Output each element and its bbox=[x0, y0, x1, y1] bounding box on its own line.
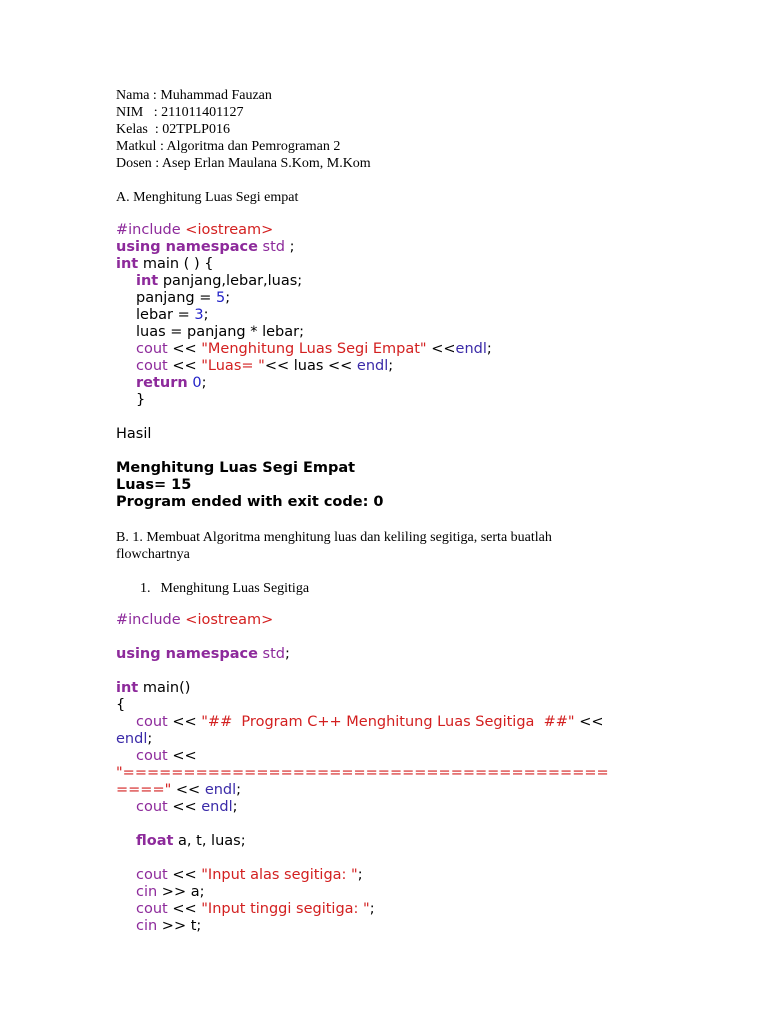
code-token: << bbox=[171, 782, 205, 798]
code-token: main() bbox=[138, 680, 191, 696]
code-token: cout bbox=[136, 714, 168, 730]
code-token: cout bbox=[136, 748, 168, 764]
student-name: Nama : Muhammad Fauzan bbox=[116, 88, 272, 103]
code-token: ; bbox=[232, 799, 238, 815]
section-a-heading: A. Menghitung Luas Segi empat bbox=[116, 190, 299, 205]
code-token: ; bbox=[486, 341, 492, 357]
code-line-read-a bbox=[116, 884, 205, 901]
code-token: return bbox=[136, 375, 188, 391]
code-token: ; bbox=[203, 307, 209, 323]
code-token: << bbox=[167, 748, 197, 764]
code-token: cin bbox=[136, 918, 158, 934]
code-token: endl bbox=[201, 799, 233, 815]
code-token: << bbox=[167, 714, 202, 730]
code-line-cout-endl bbox=[116, 799, 237, 816]
code-token: std bbox=[257, 239, 286, 255]
code-line-prompt-alas bbox=[116, 867, 363, 884]
code-line-main bbox=[116, 256, 213, 273]
code-token: ; bbox=[236, 782, 242, 798]
code-line-lebar bbox=[116, 307, 209, 324]
code-token: <iostream> bbox=[185, 612, 274, 628]
code-line-luas bbox=[116, 324, 304, 341]
code-token: "Menghitung Luas Segi Empat" bbox=[201, 341, 427, 357]
section-b-heading: B. 1. Membuat Algoritma menghitung luas dan keliling segitiga, serta buatlah bbox=[116, 530, 552, 545]
student-class: Kelas : 02TPLP016 bbox=[116, 122, 230, 137]
code-token: cout bbox=[136, 867, 168, 883]
output-line: Program ended with exit code: 0 bbox=[116, 494, 384, 510]
code-line-using bbox=[116, 646, 290, 663]
code-token: ; bbox=[369, 901, 375, 917]
code-token: a, t, luas; bbox=[173, 833, 246, 849]
code-token: << bbox=[167, 341, 202, 357]
code-token: std bbox=[257, 646, 286, 662]
code-token: #include bbox=[116, 222, 186, 238]
code-token: using namespace bbox=[116, 646, 258, 662]
code-token: << bbox=[167, 358, 202, 374]
code-line-include bbox=[116, 222, 273, 239]
code-line-return bbox=[116, 375, 206, 392]
code-token: <iostream> bbox=[185, 222, 274, 238]
code-token: "Input alas segitiga: " bbox=[201, 867, 358, 883]
code-token: endl bbox=[116, 731, 148, 747]
code-token: << bbox=[426, 341, 456, 357]
code-token: panjang = bbox=[136, 290, 216, 306]
code-token: endl bbox=[356, 358, 389, 374]
code-token: << bbox=[167, 867, 202, 883]
code-token: 0 bbox=[192, 375, 202, 391]
code-token: >> t; bbox=[157, 918, 202, 934]
code-token: ; bbox=[285, 646, 290, 662]
code-token: ; bbox=[147, 731, 153, 747]
code-token: cin bbox=[136, 884, 158, 900]
code-line-close bbox=[116, 392, 145, 409]
code-token: ; bbox=[201, 375, 207, 391]
code-token: ====" bbox=[116, 782, 172, 798]
code-token: "Input tinggi segitiga: " bbox=[201, 901, 370, 917]
code-token: int bbox=[116, 680, 139, 696]
code-token: << bbox=[167, 799, 202, 815]
code-token: int bbox=[136, 273, 159, 289]
code-token: cout bbox=[136, 358, 168, 374]
output-line: Luas= 15 bbox=[116, 477, 192, 493]
code-token: << bbox=[574, 714, 604, 730]
code-line-include bbox=[116, 612, 273, 629]
code-token: using namespace bbox=[116, 239, 258, 255]
code-line-float-decl bbox=[116, 833, 246, 850]
code-line-main bbox=[116, 680, 190, 697]
code-token: 3 bbox=[194, 307, 204, 323]
code-line-rule-string bbox=[116, 765, 609, 782]
code-line-cout-title bbox=[116, 714, 604, 731]
code-token: 5 bbox=[215, 290, 226, 306]
code-line-cout-rule bbox=[116, 748, 197, 765]
code-line-decl bbox=[116, 273, 302, 290]
list-number: 1. bbox=[140, 581, 151, 596]
code-token: int bbox=[116, 256, 139, 272]
code-token: panjang,lebar,luas; bbox=[158, 273, 303, 289]
code-token: ; bbox=[357, 867, 363, 883]
code-token: << bbox=[167, 901, 202, 917]
code-line-rule-string-cont bbox=[116, 782, 241, 799]
code-line-cout-luas bbox=[116, 358, 393, 375]
code-token: main ( ) { bbox=[138, 256, 214, 272]
code-token: "## Program C++ Menghitung Luas Segitiga ##" bbox=[201, 714, 575, 730]
code-token: cout bbox=[136, 901, 168, 917]
code-token: } bbox=[136, 392, 146, 408]
code-token: float bbox=[136, 833, 174, 849]
code-token: ; bbox=[285, 239, 295, 255]
code-token: ; bbox=[388, 358, 394, 374]
code-token: >> a; bbox=[157, 884, 205, 900]
course-name: Matkul : Algoritma dan Pemrograman 2 bbox=[116, 139, 341, 154]
list-item bbox=[140, 580, 309, 597]
code-token: endl bbox=[204, 782, 237, 798]
code-token: cout bbox=[136, 799, 168, 815]
code-line-read-t bbox=[116, 918, 201, 935]
code-line-using bbox=[116, 239, 295, 256]
code-token: << luas << bbox=[264, 358, 357, 374]
section-b-heading-cont: flowchartnya bbox=[116, 547, 190, 562]
code-token: #include bbox=[116, 612, 186, 628]
code-line-panjang bbox=[116, 290, 230, 307]
code-token: "======================================== bbox=[116, 765, 609, 781]
code-token: luas = panjang * lebar; bbox=[136, 324, 304, 340]
list-item-label: Menghitung Luas Segitiga bbox=[160, 581, 310, 596]
code-token: "Luas= " bbox=[201, 358, 265, 374]
code-token: endl bbox=[455, 341, 487, 357]
code-token: cout bbox=[136, 341, 168, 357]
code-line-cout-title bbox=[116, 341, 492, 358]
code-line-cout-title-cont bbox=[116, 731, 152, 748]
code-line-open-brace: { bbox=[116, 697, 126, 713]
code-line-prompt-tinggi bbox=[116, 901, 375, 918]
code-token: ; bbox=[225, 290, 231, 306]
hasil-label: Hasil bbox=[116, 426, 152, 442]
code-token: lebar = bbox=[136, 307, 195, 323]
output-line: Menghitung Luas Segi Empat bbox=[116, 460, 356, 476]
lecturer-name: Dosen : Asep Erlan Maulana S.Kom, M.Kom bbox=[116, 156, 371, 171]
student-nim: NIM : 211011401127 bbox=[116, 105, 244, 120]
